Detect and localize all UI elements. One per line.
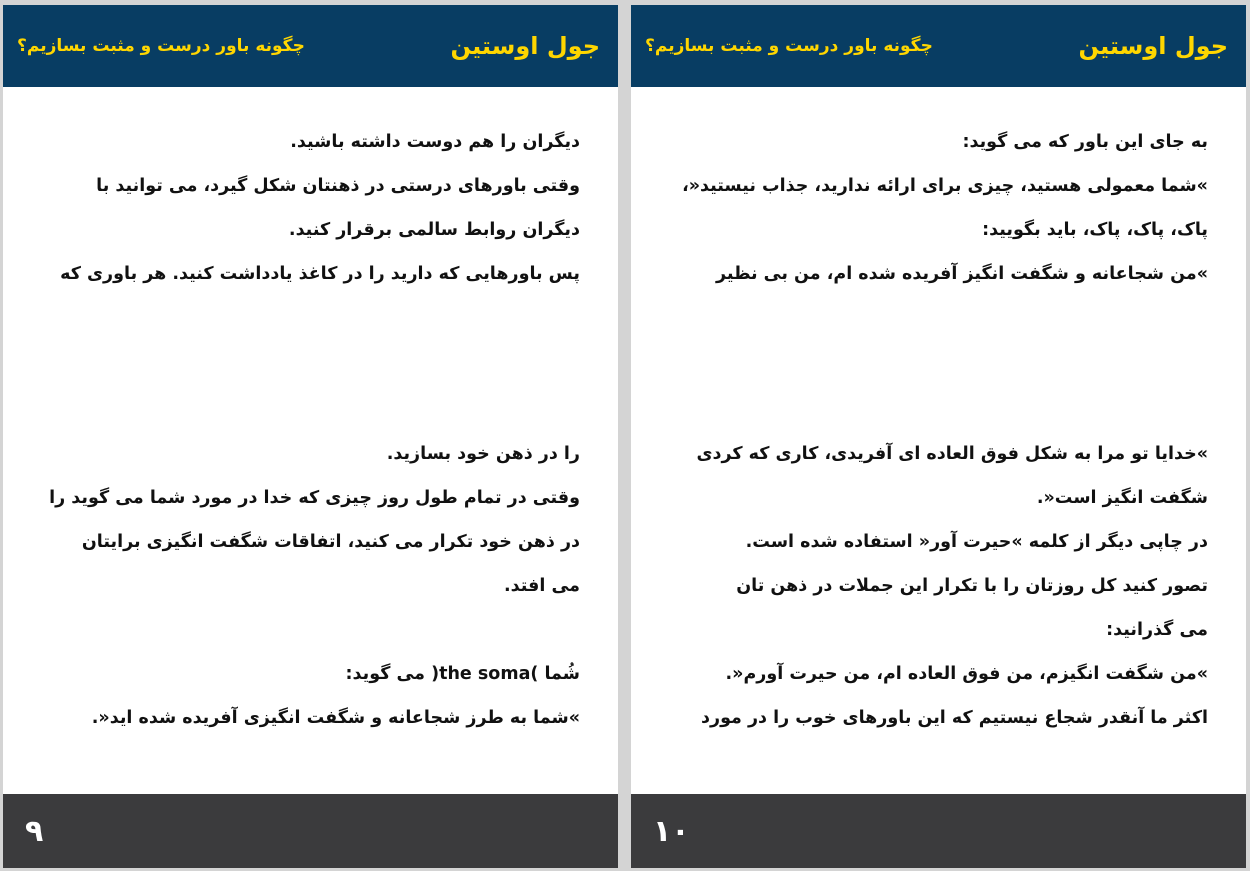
text-block-top <box>671 120 1208 296</box>
page-body <box>631 87 1246 794</box>
book-title: چگونه باور درست و مثبت بسازیم؟ <box>645 36 933 56</box>
text-line: »من شجاعانه و شگفت انگیز آفریده شده ام، من بی نظیر <box>715 264 1208 284</box>
text-line: دیگران روابط سالمی برقرار کنید. <box>288 220 580 240</box>
text-line: را در ذهن خود بسازید. <box>386 444 580 464</box>
page-number: ۱۰ <box>653 813 690 849</box>
page-body <box>3 87 618 794</box>
text-line: شُما )the soma( می گوید: <box>345 664 580 684</box>
text-line: »شما به طرز شجاعانه و شگفت انگیزی آفریده شده اید«. <box>91 708 580 728</box>
page-header <box>631 5 1246 87</box>
text-line: می گذرانید: <box>1106 620 1208 640</box>
page-footer <box>631 794 1246 868</box>
text-line: در چاپی دیگر از کلمه »حیرت آور« استفاده شده است. <box>745 532 1208 552</box>
text-line: اکثر ما آنقدر شجاع نیستیم که این باورهای خوب را در مورد <box>701 708 1208 728</box>
text-line: پس باورهایی که دارید را در کاغذ یادداشت کنید. هر باوری که <box>60 264 580 284</box>
author-name: جول اوستین <box>450 32 600 60</box>
text-line: وقتی باورهای درستی در ذهنتان شکل گیرد، می توانید با <box>96 176 580 196</box>
page-header <box>3 5 618 87</box>
text-line: وقتی در تمام طول روز چیزی که خدا در مورد شما می گوید را <box>49 488 580 508</box>
text-line: در ذهن خود تکرار می کنید، اتفاقات شگفت انگیزی برایتان <box>81 532 580 552</box>
text-line: دیگران را هم دوست داشته باشید. <box>290 132 580 152</box>
book-title: چگونه باور درست و مثبت بسازیم؟ <box>17 36 305 56</box>
blank-line <box>43 608 580 652</box>
text-block-bottom <box>43 432 580 740</box>
text-line: می افتد. <box>504 576 580 596</box>
page-number: ۹ <box>25 813 44 849</box>
text-block-top <box>43 120 580 296</box>
page-10 <box>631 5 1246 868</box>
text-line: به جای این باور که می گوید: <box>962 132 1208 152</box>
text-line: پاک، پاک، پاک، باید بگویید: <box>982 220 1208 240</box>
page-9 <box>3 5 618 868</box>
page-footer <box>3 794 618 868</box>
author-name: جول اوستین <box>1078 32 1228 60</box>
text-line: »شما معمولی هستید، چیزی برای ارائه ندارید، جذاب نیستید«، <box>682 176 1208 196</box>
text-line: »من شگفت انگیزم، من فوق العاده ام، من حیرت آورم«. <box>725 664 1208 684</box>
text-line: »خدایا تو مرا به شکل فوق العاده ای آفریدی، کاری که کردی <box>696 444 1208 464</box>
text-block-bottom <box>671 432 1208 740</box>
text-line: تصور کنید کل روزتان را با تکرار این جملات در ذهن تان <box>736 576 1208 596</box>
text-line: شگفت انگیز است«. <box>1036 488 1208 508</box>
